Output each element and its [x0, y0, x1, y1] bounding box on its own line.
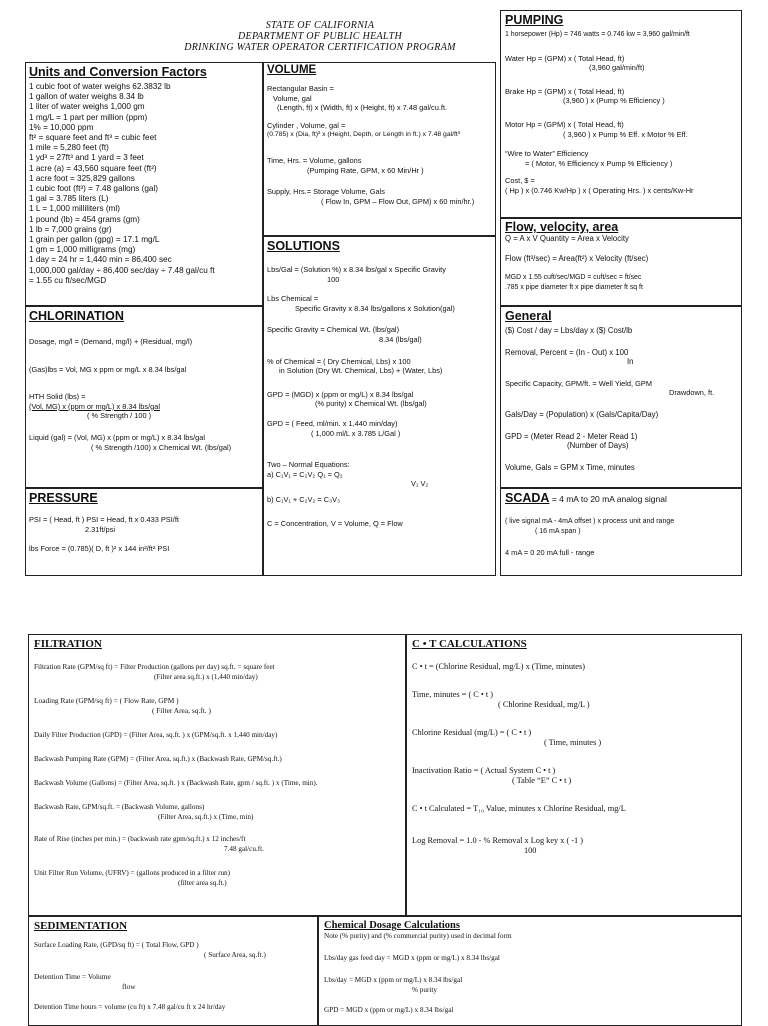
- gpd-formula: GPD = (MGD) x (ppm or mg/L) x 8.34 lbs/gal: [267, 389, 414, 399]
- equation-a-denominator: V₁ V₂: [411, 479, 429, 489]
- mgd-formula: MGD x 1.55 cuft/sec/MGD = cuft/sec = ft/sec: [505, 274, 642, 282]
- liquid-formula: Liquid (gal) = (Vol, MG) x (ppm or mg/L) x 8.34 lbs/gal: [29, 432, 206, 442]
- surface-loading-rate: Surface Loading Rate, (GPD/sq ft) = ( Total Flow, GPD ): [34, 941, 199, 949]
- water-hp-formula: Water Hp = (GPM) x ( Total Head, ft): [505, 53, 625, 63]
- units-line: 1 mile = 5,280 feet (ft): [29, 143, 109, 153]
- dosage-formula: Dosage, mg/l = (Demand, mg/l) + (Residual, mg/l): [29, 337, 193, 346]
- gals-day-formula: Gals/Day = (Population) x (Gals/Capita/Day): [505, 409, 659, 419]
- chlorine-residual-formula: Chlorine Residual (mg/L) = ( C • t ): [412, 728, 532, 737]
- chlorine-residual-denominator: ( Time, minutes ): [544, 738, 602, 747]
- rect-volume: Volume, gal: [273, 93, 312, 103]
- surface-loading-denominator: ( Surface Area, sq.ft.): [204, 951, 266, 959]
- lbs-chem-formula: Specific Gravity x 8.34 lbs/gallons x Solution(gal): [295, 303, 455, 313]
- backwash-volume: Backwash Volume (Gallons) = (Filter Area, sq.ft. ) x (Backwash Rate, gpm / sq.ft. ) x (Time, min).: [34, 779, 318, 787]
- units-line: = 1.55 cu ft/sec/MGD: [29, 275, 107, 285]
- ufrv: Unit Filter Run Volume, (UFRV) = (gallons produced in a filter run): [34, 869, 231, 877]
- inactivation-ratio-denominator: ( Table “E” C • t ): [512, 776, 572, 785]
- filtration-rate-denominator: (Filter area sq.ft.) x (1,440 min/day): [154, 673, 258, 681]
- chemdose-heading: Chemical Dosage Calculations: [324, 920, 460, 931]
- chemdose-box: [318, 916, 742, 1026]
- chemdose-note: Note (% purity) and (% commercial purity) used in decimal form: [324, 932, 512, 940]
- units-box: [25, 62, 263, 306]
- ct-calculated: C • t Calculated = T₁₀ Value, minutes x Chlorine Residual, mg/L: [412, 804, 626, 813]
- general-box: [500, 306, 742, 488]
- units-line: 1 pound (lb) = 454 grams (gm): [29, 214, 140, 224]
- cyl-formula: (0.785) x (Dia, ft)² x (Height, Depth, or Length in ft.) x 7.48 gal/ft³: [267, 131, 461, 139]
- flow-formula: Flow (ft³/sec) = Area(ft²) x Velocity (ft/sec): [505, 253, 649, 263]
- equation-a: a) C₁V₁ = C₂V₂ Q₁ = Q₂: [267, 469, 343, 479]
- lbs-gal-formula: Lbs/Gal = (Solution %) x 8.34 lbs/gal x Specific Gravity: [267, 265, 446, 274]
- brake-hp-denominator: (3,960 ) x (Pump % Efficiency ): [563, 96, 665, 106]
- units-line: 1 grain per gallon (gpg) = 17.1 mg/L: [29, 235, 160, 245]
- hth-numerator: (Vol, MG) x (ppm or mg/L) x 8.34 lbs/gal: [29, 401, 161, 411]
- loading-rate-denominator: ( Filter Area, sq.ft. ): [152, 706, 211, 715]
- units-list: [29, 82, 259, 286]
- hth-label: HTH Solid (lbs) =: [29, 392, 86, 402]
- general-heading: General: [505, 309, 552, 323]
- removal-formula: Removal, Percent = (In - Out) x 100: [505, 347, 629, 357]
- force-formula: lbs Force = (0.785)( D, ft )² x 144 in²/ft² PSI: [29, 544, 170, 554]
- sg-denominator: 8.34 (lbs/gal): [379, 334, 422, 344]
- loading-rate: Loading Rate (GPM/sq ft) = ( Flow Rate, GPM ): [34, 696, 179, 705]
- scada-denominator: ( 16 mA span ): [535, 527, 581, 535]
- units-line: 1 day = 24 hr = 1,440 min = 86,400 sec: [29, 255, 172, 265]
- units-line: 1 mg/L = 1 part per million (ppm): [29, 112, 148, 122]
- ct-formula: C • t = (Chlorine Residual, mg/L) x (Time, minutes): [412, 662, 585, 671]
- daily-filter-production: Daily Filter Production (GPD) = (Filter Area, sq.ft. ) x (GPM/sq.ft. x 1,440 min/day): [34, 731, 278, 739]
- cost-day-formula: ($) Cost / day = Lbs/day x ($) Cost/lb: [505, 326, 633, 335]
- equation-b: b) C₁V₁ + C₂V₂ = C₃V₃: [267, 494, 341, 504]
- gpd-feed-denominator: ( 1,000 ml/L x 3.785 L/Gal ): [311, 428, 401, 438]
- detention-time: Detention Time = Volume: [34, 972, 111, 981]
- sg-formula: Specific Gravity = Chemical Wt. (lbs/gal): [267, 325, 400, 335]
- hp-definition: 1 horsepower (Hp) = 746 watts = 0.746 kw = 3,960 gal/min/ft: [505, 31, 690, 38]
- ct-heading: C • T CALCULATIONS: [412, 638, 527, 650]
- supply-formula: Supply, Hrs.= Storage Volume, Gals: [267, 187, 385, 197]
- backwash-rate: Backwash Rate, GPM/sq.ft. = (Backwash Volume, gallons): [34, 803, 205, 811]
- solutions-heading: SOLUTIONS: [267, 239, 340, 253]
- units-line: 1% = 10,000 ppm: [29, 122, 94, 132]
- detention-time-hours: Detention Time hours = volume (cu ft) x 7.48 gal/cu ft x 24 hr/day: [34, 1003, 226, 1011]
- log-removal-denominator: 100: [524, 846, 537, 855]
- gpd-meter-denominator: (Number of Days): [567, 441, 629, 451]
- cyl-label: Cylinder , Volume, gal =: [267, 120, 346, 130]
- gas-formula: (Gas)lbs = Vol, MG x ppm or mg/L x 8.34 lbs/gal: [29, 364, 187, 374]
- spec-cap-formula: Specific Capacity, GPM/ft. = Well Yield, GPM: [505, 378, 652, 388]
- gpd-meter-formula: GPD = (Meter Read 2 - Meter Read 1): [505, 431, 638, 441]
- units-line: 1 lb = 7,000 grains (gr): [29, 224, 112, 234]
- time-minutes-formula: Time, minutes = ( C • t ): [412, 690, 494, 699]
- detention-time-denominator: flow: [122, 982, 136, 991]
- units-line: 1,000,000 gal/day ÷ 86,400 sec/day ÷ 7.48 gal/cu ft: [29, 265, 215, 275]
- hth-denominator: ( % Strength / 100 ): [87, 411, 152, 421]
- units-line: 1 gal = 3.785 liters (L): [29, 194, 109, 204]
- units-line: ft² = square feet and ft³ = cubic feet: [29, 133, 157, 143]
- pumping-heading: PUMPING: [505, 13, 564, 27]
- ct-box: [406, 634, 742, 916]
- liquid-denominator: ( % Strength /100) x Chemical Wt. (lbs/gal): [91, 442, 232, 452]
- solutions-box: [263, 236, 496, 576]
- time-formula: Time, Hrs. = Volume, gallons: [267, 155, 362, 165]
- units-line: 1 liter of water weighs 1,000 gm: [29, 102, 145, 112]
- filtration-rate: Filtration Rate (GPM/sq ft) = Filter Production (gallons per day) sq.ft. = square feet: [34, 663, 275, 671]
- units-line: 1 cubic foot of water weighs 62.3832 lb: [29, 82, 171, 91]
- lbs-day-formula: Lbs/day = MGD x (ppm or mg/L) x 8.34 lbs/gal: [324, 976, 463, 984]
- time-denominator: (Pumping Rate, GPM, x 60 Min/Hr ): [307, 165, 424, 175]
- pumping-box: [500, 10, 742, 218]
- gpd-chem-formula: GPD = MGD x (ppm or mg/L) x 8.34 lbs/gal: [324, 1006, 454, 1014]
- scada-formula: ( live signal mA - 4mA offset ) x process unit and range: [505, 518, 675, 525]
- units-line: 1 L = 1,000 milliliters (ml): [29, 204, 120, 214]
- pressure-box: [25, 488, 263, 576]
- scada-signal: = 4 mA to 20 mA analog signal: [549, 494, 667, 504]
- motor-hp-denominator: ( 3,960 ) x Pump % Eff. x Motor % Eff.: [563, 129, 688, 139]
- volume-gals-formula: Volume, Gals = GPM x Time, minutes: [505, 462, 635, 472]
- units-line: 1 gallon of water weighs 8.34 lb: [29, 92, 144, 102]
- lbs-gal-denominator: 100: [327, 274, 340, 284]
- psi-denominator: 2.31ft/psi: [85, 524, 115, 534]
- mgd-denominator: .785 x pipe diameter ft x pipe diameter ft sq ft: [505, 283, 643, 291]
- motor-hp-formula: Motor Hp = (GPM) x ( Total Head, ft): [505, 119, 624, 129]
- filtration-box: [28, 634, 406, 916]
- units-line: 1 gm = 1,000 milligrams (mg): [29, 245, 136, 255]
- chlorination-box: [25, 306, 263, 488]
- ufrv-denominator: (filter area sq.ft.): [178, 879, 227, 887]
- rect-label: Rectangular Basin =: [267, 84, 334, 93]
- sedimentation-box: [28, 916, 318, 1026]
- volume-heading: VOLUME: [267, 64, 317, 76]
- gpd-denominator: (% purity) x Chemical Wt. (lbs/gal): [315, 399, 427, 409]
- pct-formula: % of Chemical = ( Dry Chemical, Lbs) x 100: [267, 356, 411, 366]
- log-removal: Log Removal = 1.0 - % Removal x Log key x ( -1 ): [412, 836, 584, 845]
- wire-water-formula: = ( Motor, % Efficiency x Pump % Efficiency ): [525, 158, 673, 168]
- title-line-2: DEPARTMENT OF PUBLIC HEALTH: [238, 31, 402, 42]
- inactivation-ratio: Inactivation Ratio = ( Actual System C • t ): [412, 766, 556, 775]
- spec-cap-denominator: Drawdown, ft.: [669, 388, 715, 398]
- water-hp-denominator: (3,960 gal/min/ft): [589, 63, 645, 73]
- sedimentation-heading: SEDIMENTATION: [34, 920, 128, 932]
- title-line-1: STATE OF CALIFORNIA: [265, 20, 375, 31]
- removal-denominator: In: [627, 357, 634, 367]
- units-line: 1 yd³ = 27ft³ and 1 yard = 3 feet: [29, 153, 144, 163]
- scada-range: 4 mA = 0 20 mA full - range: [505, 548, 595, 558]
- brake-hp-formula: Brake Hp = (GPM) x ( Total Head, ft): [505, 86, 625, 96]
- gpd-feed-formula: GPD = ( Feed, ml/min. x 1,440 min/day): [267, 418, 398, 428]
- units-line: 1 cubic foot (ft³) = 7.48 gallons (gal): [29, 184, 159, 194]
- qav-formula: Q = A x V Quantity = Area x Velocity: [505, 234, 629, 243]
- lbs-chem-label: Lbs Chemical =: [267, 294, 319, 304]
- scada-box: [500, 488, 742, 576]
- chlorination-heading: CHLORINATION: [29, 309, 124, 323]
- wire-water-label: “Wire to Water” Efficiency: [505, 149, 589, 159]
- rate-of-rise: Rate of Rise (inches per min.) = (backwash rate gpm/sq.ft.) x 12 inches/ft: [34, 835, 246, 843]
- scada-title-row: [505, 491, 737, 505]
- rect-formula: (Length, ft) x (Width, ft) x (Height, ft) x 7.48 gal/cu.ft.: [277, 103, 448, 113]
- cost-label: Cost, $ =: [505, 176, 535, 186]
- time-minutes-denominator: ( Chlorine Residual, mg/L ): [498, 700, 590, 709]
- psi-formula: PSI = ( Head, ft ) PSI = Head, ft x 0.433 PSI/ft: [29, 515, 179, 524]
- pct-denominator: in Solution (Dry Wt. Chemical, Lbs) + (Water, Lbs): [279, 366, 443, 376]
- backwash-pumping-rate: Backwash Pumping Rate (GPM) = (Filter Area, sq.ft.) x (Backwash Rate, GPM/sq.ft.): [34, 755, 282, 763]
- units-line: 1 acre foot = 325,829 gallons: [29, 173, 135, 183]
- units-line: 1 acre (a) = 43,560 square feet (ft²): [29, 163, 157, 173]
- supply-denominator: ( Flow In, GPM – Flow Out, GPM) x 60 min/hr.): [321, 196, 475, 206]
- lbs-day-denominator: % purity: [412, 986, 437, 994]
- rate-of-rise-denominator: 7.48 gal/cu.ft.: [224, 845, 264, 853]
- filtration-heading: FILTRATION: [34, 638, 102, 650]
- flow-box: [500, 218, 742, 306]
- volume-box: [263, 62, 496, 236]
- two-equations-label: Two – Normal Equations:: [267, 460, 350, 470]
- legend-cvq: C = Concentration, V = Volume, Q = Flow: [267, 518, 403, 528]
- backwash-rate-denominator: (Filter Area, sq.ft.) x (Time, min): [158, 813, 254, 821]
- flow-heading: Flow, velocity, area: [505, 220, 619, 234]
- pressure-heading: PRESSURE: [29, 491, 98, 505]
- gas-feed-formula: Lbs/day gas feed day = MGD x (ppm or mg/L) x 8.34 lbs/gal: [324, 954, 500, 962]
- cost-formula: ( Hp ) x (0.746 Kw/Hp ) x ( Operating Hrs. ) x cents/Kw-Hr: [505, 185, 694, 195]
- units-heading: Units and Conversion Factors: [29, 65, 207, 79]
- title-line-3: DRINKING WATER OPERATOR CERTIFICATION PROGRAM: [184, 42, 456, 53]
- page-title: [150, 20, 490, 53]
- scada-heading: SCADA: [505, 491, 550, 505]
